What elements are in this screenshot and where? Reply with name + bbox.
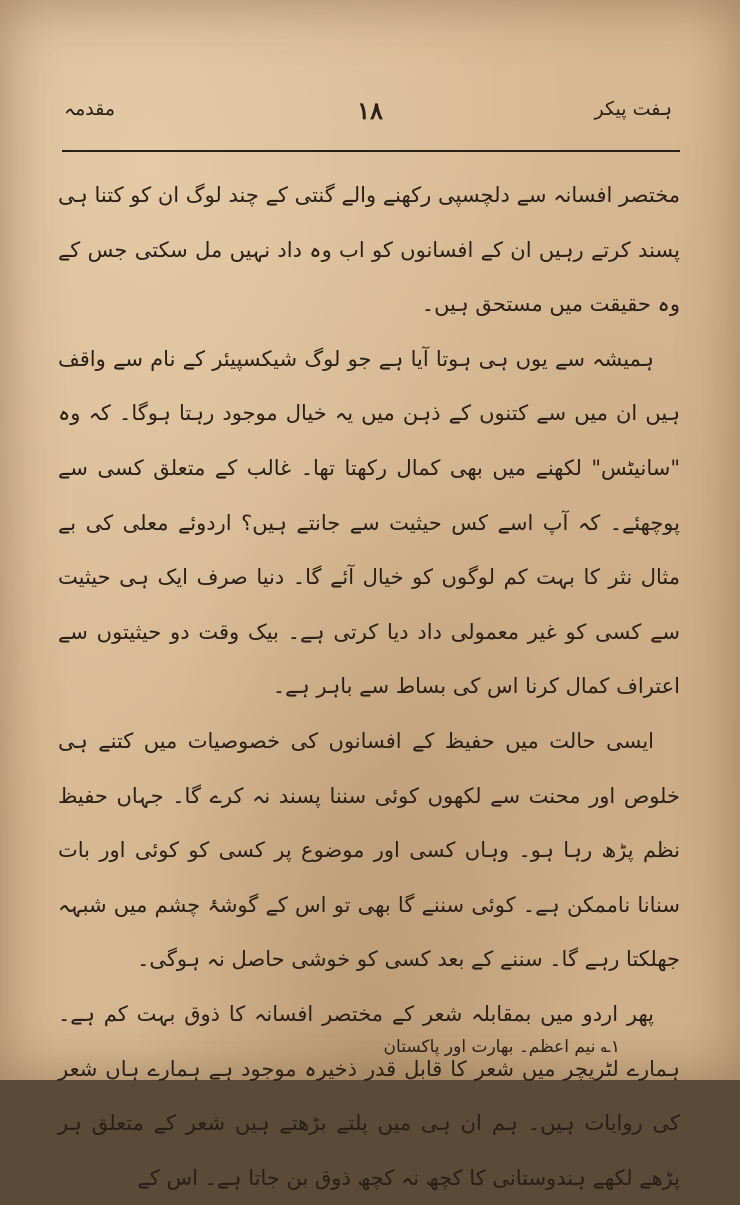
running-header xyxy=(60,96,680,136)
footnote: ۱؎ نیم اعظم۔ بھارت اور پاکستان xyxy=(383,1037,620,1057)
header-rule xyxy=(62,150,680,152)
book-title: ہفت پیکر xyxy=(594,98,672,120)
paragraph: ہمیشہ سے یوں ہی ہوتا آیا ہے جو لوگ شیکسپیئر کے نام سے واقف ہیں ان میں سے کتنوں کے ذہن میں یہ خیال موجود رہتا ہوگا۔ کہ وہ "سانیٹس" لکھنے میں بھی کمال رکھتا تھا۔ غالب کے متعلق کسی سے پوچھئے۔ کہ آپ اسے کس حیثیت سے جانتے ہیں؟ اردوئے معلی کی بے مثال نثر کا بہت کم لوگوں کو خیال آئے گا۔ دنیا صرف ایک ہی حیثیت سے کسی کو غیر معمولی داد دیا کرتی ہے۔ بیک وقت دو حیثیتوں سے اعتراف کمال کرنا اس کی بساط سے باہر ہے۔ xyxy=(58,346,680,699)
paragraph: ایسی حالت میں حفیظ کے افسانوں کی خصوصیات میں کتنے ہی خلوص اور محنت سے لکھوں کوئی سننا پسند نہ کرے گا۔ جہاں حفیظ نظم پڑھ رہا ہو۔ وہاں کسی اور موضوع پر کسی کو کوئی اور بات سنانا ناممکن ہے۔ کوئی سننے گا بھی تو اس کے گوشۂ چشم میں شبہہ جھلکتا رہے گا۔ سننے کے بعد کسی کو خوشی حاصل نہ ہوگی۔ xyxy=(58,728,680,972)
page-number: ۱۸ xyxy=(357,96,383,125)
paragraph: پھر اردو میں بمقابلہ شعر کے مختصر افسانہ کا ذوق بہت کم ہے۔ ہمارے لٹریچر میں شعر کا قابل قدر ذخیرہ موجود ہے ہمارے ہاں شعر کی روایات ہیں۔ ہم ان ہی میں پلتے بڑھتے ہیں شعر کے متعلق ہر پڑھے لکھے ہندوستانی کا کچھ نہ کچھ ذوق بن جاتا ہے۔ اس کے xyxy=(58,1001,680,1190)
paragraph: مختصر افسانہ سے دلچسپی رکھنے والے گنتی کے چند لوگ ان کو کتنا ہی پسند کرتے رہیں ان کے افسانوں کو اب وہ داد نہیں مل سکتی جس کے وہ حقیقت میں مستحق ہیں۔ xyxy=(58,183,680,317)
section-title: مقدمہ xyxy=(64,98,116,120)
